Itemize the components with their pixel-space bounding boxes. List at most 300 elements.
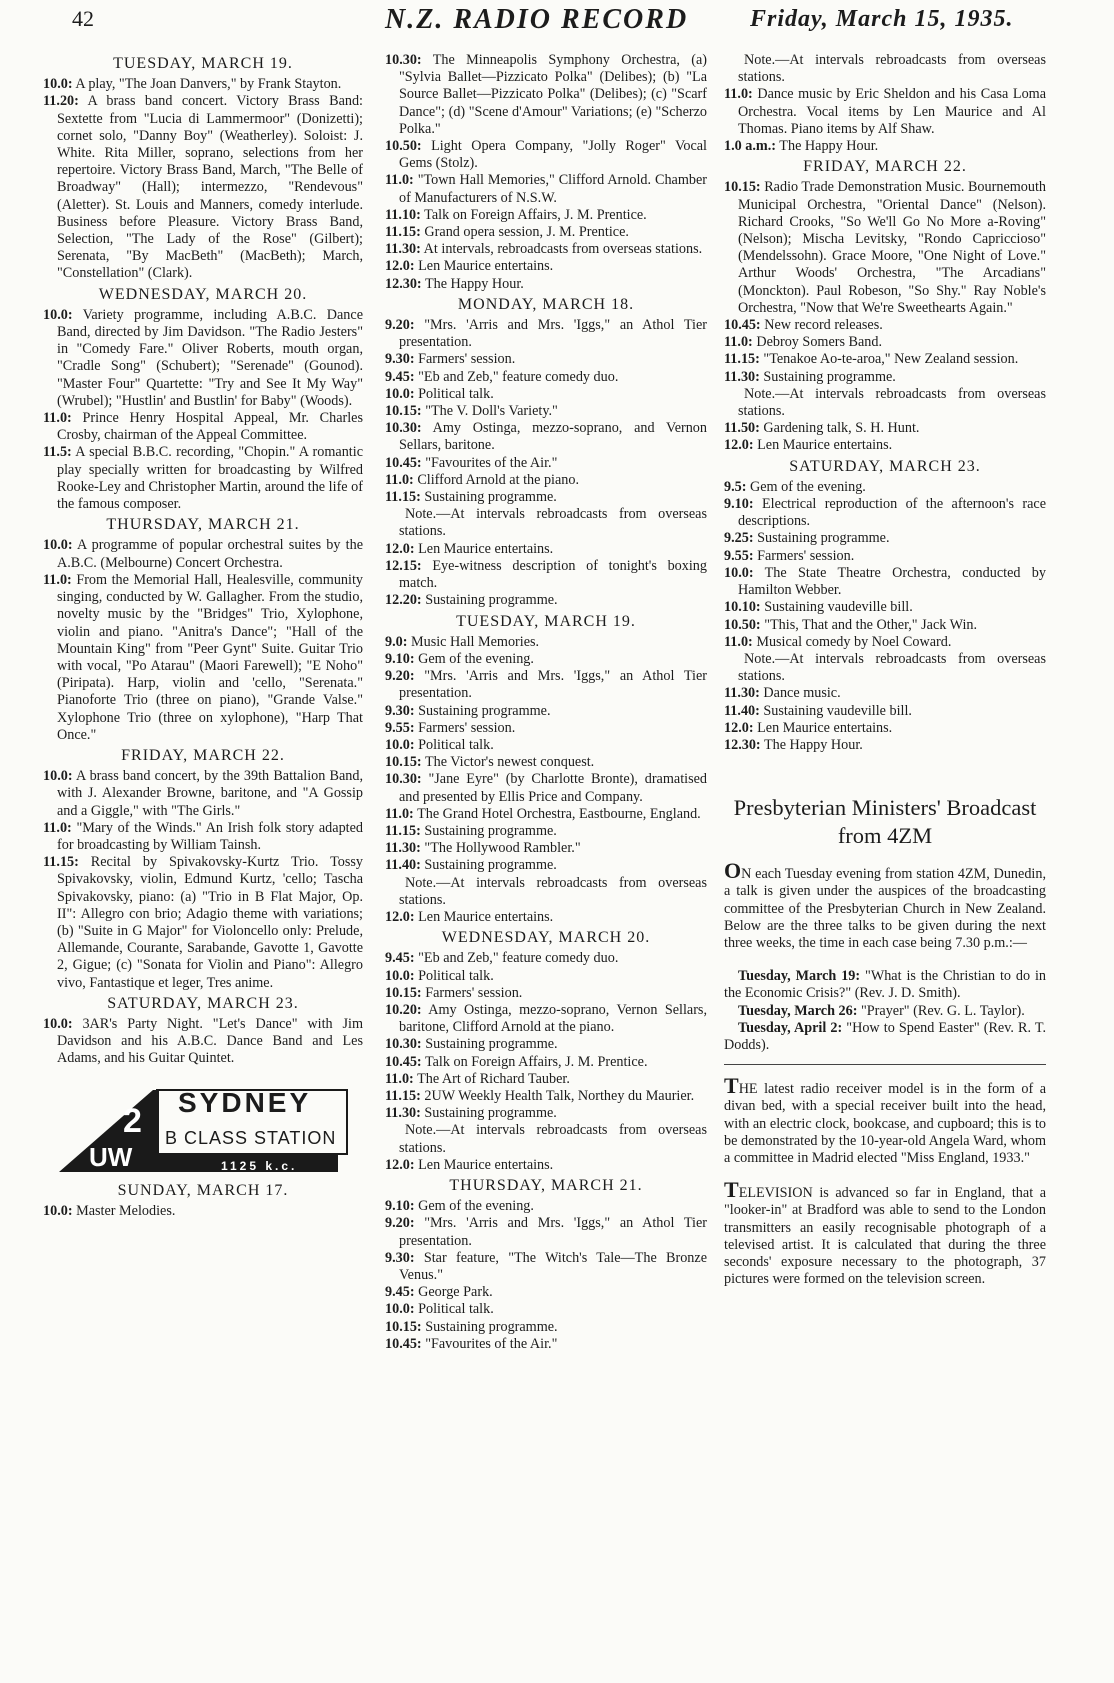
entry-time: 11.15:	[724, 351, 760, 368]
entry-text: A special B.B.C. recording, "Chopin." A romantic play specially written for broadcasting by Wilfred Rooke-Ley and Christopher Martin, around the life of the famous composer.	[57, 444, 363, 513]
program-entry	[43, 572, 363, 744]
article-intro-text: N each Tuesday evening from station 4ZM, Dunedin, a talk is given under the auspices of the broadcasting committee of the Presbyterian Church in New Zealand. Below are the three talks to be given during the next three weeks, the time in each case being 7.30 p.m.:—	[724, 866, 1046, 951]
entry-time: 11.40:	[724, 702, 760, 719]
program-entry	[385, 541, 707, 558]
entry-text: A play, "The Joan Danvers," by Frank Stayton.	[72, 76, 342, 93]
entry-time: 11.30:	[724, 685, 760, 702]
entry-time: 10.10:	[724, 599, 761, 616]
entry-text: "Tenakoe Ao-te-aroa," New Zealand session.	[759, 351, 1019, 368]
entry-text: Len Maurice entertains.	[414, 540, 554, 557]
entry-time: 10.15:	[385, 984, 422, 1001]
day-heading: WEDNESDAY, MARCH 20.	[98, 285, 308, 303]
entry-text: Sustaining programme.	[420, 857, 557, 874]
entry-text: "Eb and Zeb," feature comedy duo.	[414, 368, 619, 385]
logo-number: 2	[123, 1101, 142, 1140]
entry-text: "The Hollywood Rambler."	[420, 840, 581, 857]
entry-time: 10.15:	[385, 1318, 422, 1335]
entry-text: Len Maurice entertains.	[414, 258, 554, 275]
entry-time: 12.0:	[724, 437, 754, 454]
program-entry	[43, 820, 363, 854]
day-heading: MONDAY, MARCH 18.	[457, 295, 635, 313]
program-entry	[724, 86, 1046, 138]
entry-time: 11.15:	[385, 489, 421, 506]
program-entry	[43, 76, 363, 93]
entry-time: 9.45:	[385, 1284, 415, 1301]
talk-date: Tuesday, March 26:	[738, 1002, 858, 1019]
entry-text: Eye-witness description of tonight's boxing match.	[399, 557, 707, 592]
entry-time: 11.50:	[724, 420, 760, 437]
column-1	[43, 52, 363, 1220]
program-entry	[385, 472, 707, 489]
entry-time: 11.15:	[43, 854, 79, 871]
program-entry	[385, 823, 707, 840]
program-entry	[724, 737, 1046, 754]
entry-text: "Favourites of the Air."	[421, 1335, 558, 1352]
logo-frequency: 1125 k.c.	[221, 1158, 298, 1173]
entry-text: Political talk.	[414, 736, 494, 753]
entry-time: 12.20:	[385, 592, 422, 609]
talk-date: Tuesday, March 19:	[738, 968, 861, 985]
entry-text: Sustaining programme.	[421, 1036, 558, 1053]
program-entry	[385, 592, 707, 609]
program-entry	[385, 968, 707, 985]
entry-time: 11.30:	[385, 241, 421, 258]
entry-time: 9.5:	[724, 478, 747, 495]
news-text: ELEVISION is advanced so far in England, that a "looker-in" at Bradford was able to send to the London transmitters an easily recognisable photograph of a televised artist. It is calculated that during the three seconds' exposure necessary to the photograph, 37 pictures were formed on the television screen.	[724, 1185, 1046, 1288]
entry-text: Gem of the evening.	[414, 650, 534, 667]
entry-text: Gardening talk, S. H. Hunt.	[759, 420, 920, 437]
program-entry	[385, 258, 707, 275]
program-entry	[385, 985, 707, 1002]
entry-text: The Minneapolis Symphony Orchestra, (a) "Sylvia Ballet—Pizzicato Polka" (Delibes); (b) "La Source Ballet—Pizzicato Polka" (Delibes); (c) "Scarf Dance"; (d) "Scene d'Amour" Variations; (e) "Scherzo Polka."	[399, 52, 707, 137]
entry-text: New record releases.	[760, 317, 883, 334]
entry-time: 11.20:	[43, 93, 79, 110]
program-entry	[43, 1203, 363, 1220]
news-item	[724, 1177, 1046, 1288]
column-3-lead-entries	[724, 52, 1046, 155]
entry-text: A programme of popular orchestral suites by the A.B.C. (Melbourne) Concert Orchestra.	[57, 537, 363, 571]
entry-text: "Mrs. 'Arris and Mrs. 'Iggs," an Athol Tier presentation.	[399, 317, 707, 351]
program-entry	[43, 307, 363, 410]
entry-time: 9.10:	[724, 496, 754, 513]
entry-time: 9.55:	[724, 547, 754, 564]
talk-date: Tuesday, April 2:	[738, 1019, 843, 1036]
entry-text: "Eb and Zeb," feature comedy duo.	[414, 950, 619, 967]
day-heading: FRIDAY, MARCH 22.	[121, 746, 285, 764]
program-entry	[385, 369, 707, 386]
entry-text: "Mary of the Winds." An Irish folk story adapted for broadcasting by William Tainsh.	[57, 819, 363, 853]
day-heading: FRIDAY, MARCH 22.	[803, 158, 967, 176]
entry-text: Master Melodies.	[72, 1202, 176, 1219]
talk-text: "How to Spend Easter" (Rev. R. T. Dodds).	[724, 1019, 1046, 1053]
program-note: Note.—At intervals rebroadcasts from overseas stations.	[738, 385, 1046, 420]
entry-time: 10.0:	[385, 1301, 415, 1318]
program-entry	[385, 52, 707, 138]
entry-time: 10.45:	[385, 1053, 422, 1070]
program-entry	[385, 1088, 707, 1105]
entry-text: Political talk.	[414, 1301, 494, 1318]
program-entry	[724, 179, 1046, 317]
entry-time: 12.0:	[385, 1156, 415, 1173]
program-entry	[385, 771, 707, 805]
logo-city: SYDNEY	[178, 1086, 312, 1118]
issue-date: Friday, March 15, 1935.	[750, 6, 1014, 32]
entry-text: Talk on Foreign Affairs, J. M. Prentice.	[420, 206, 647, 223]
entry-time: 10.50:	[724, 616, 761, 633]
program-entry	[724, 530, 1046, 547]
entry-time: 10.0:	[43, 1015, 73, 1032]
entry-time: 9.30:	[385, 702, 415, 719]
talk-item	[724, 1003, 1046, 1020]
program-entry	[724, 720, 1046, 737]
program-entry	[724, 599, 1046, 616]
entry-text: Musical comedy by Noel Coward.	[752, 633, 952, 650]
program-entry	[385, 224, 707, 241]
program-entry	[385, 1319, 707, 1336]
entry-time: 10.0:	[385, 385, 415, 402]
program-entry	[385, 1301, 707, 1318]
entry-text: Dance music by Eric Sheldon and his Casa Loma Orchestra. Vocal items by Len Maurice and Al Thomas. Piano items by Alf Shaw.	[738, 86, 1046, 137]
program-entry	[385, 489, 707, 506]
entry-time: 10.0:	[43, 306, 73, 323]
entry-text: "Jane Eyre" (by Charlotte Bronte), dramatised and presented by Ellis Price and Company.	[399, 771, 707, 805]
page-header	[0, 0, 1114, 44]
entry-time: 10.0:	[724, 564, 754, 581]
entry-text: The Happy Hour.	[760, 736, 863, 753]
entry-text: Farmers' session.	[414, 351, 516, 368]
station-logo-2uw	[53, 1086, 353, 1176]
column-1-sections	[43, 55, 363, 1068]
program-entry	[43, 854, 363, 992]
program-entry	[385, 737, 707, 754]
program-entry	[724, 317, 1046, 334]
program-entry	[385, 668, 707, 702]
entry-text: Sustaining vaudeville bill.	[760, 599, 913, 616]
program-entry	[43, 537, 363, 571]
program-note: Note.—At intervals rebroadcasts from overseas stations.	[399, 1122, 707, 1156]
entry-text: "Favourites of the Air."	[421, 454, 558, 471]
entry-time: 10.45:	[385, 1335, 422, 1352]
entry-time: 10.20:	[385, 1001, 422, 1018]
program-note: Note.—At intervals rebroadcasts from overseas stations.	[399, 506, 707, 540]
entry-text: Sustaining programme.	[420, 822, 557, 839]
program-entry	[724, 617, 1046, 634]
entry-time: 11.0:	[724, 86, 753, 103]
entry-time: 11.0:	[385, 805, 414, 822]
entry-text: "Town Hall Memories," Clifford Arnold. Chamber of Manufacturers of N.S.W.	[399, 172, 707, 206]
entry-time: 10.45:	[724, 317, 761, 334]
entry-time: 10.45:	[385, 454, 422, 471]
entry-text: "This, That and the Other," Jack Win.	[760, 616, 978, 633]
program-entry	[724, 565, 1046, 599]
entry-time: 10.30:	[385, 1036, 422, 1053]
program-entry	[385, 720, 707, 737]
program-entry	[385, 1002, 707, 1036]
program-entry	[385, 703, 707, 720]
program-entry	[724, 634, 1046, 651]
entry-time: 11.15:	[385, 224, 421, 241]
entry-text: Clifford Arnold at the piano.	[413, 471, 580, 488]
talk-text: "What is the Christian to do in the Economic Crisis?" (Rev. J. D. Smith).	[724, 968, 1046, 1002]
entry-time: 11.40:	[385, 857, 421, 874]
entry-text: Political talk.	[414, 385, 494, 402]
entry-time: 11.0:	[385, 471, 414, 488]
news-item	[724, 1073, 1046, 1167]
program-entry	[385, 1157, 707, 1174]
program-entry	[385, 558, 707, 592]
entry-text: Music Hall Memories.	[407, 633, 540, 650]
program-note: Note.—At intervals rebroadcasts from overseas stations.	[399, 874, 707, 908]
program-entry	[385, 276, 707, 293]
entry-text: From the Memorial Hall, Healesville, community singing, conducted by W. Gallagher. From the studio, novelty music by the "Bridges" Trio, Xylophone, violin and piano. "Anitra's Dance"; "Hall of the Mountain King" from "Peer Gynt" Suite. Guitar Trio with vocal, "Po Atarau" (Maori Farewell); "E Noho" (Piripata). Harp, violin and 'cello, "Serenata." Pianoforte Trio (three on piano), "Grande Valse." Xylophone Trio (three on xylophone), "Harp That Once."	[57, 571, 363, 743]
program-entry	[385, 138, 707, 172]
entry-time: 10.50:	[385, 138, 422, 155]
program-entry	[385, 403, 707, 420]
day-heading: TUESDAY, MARCH 19.	[456, 612, 636, 630]
entry-time: 11.0:	[385, 1070, 414, 1087]
day-heading: THURSDAY, MARCH 21.	[106, 516, 300, 534]
program-entry	[385, 386, 707, 403]
program-entry	[724, 369, 1046, 386]
talk-text: "Prayer" (Rev. G. L. Taylor).	[857, 1002, 1025, 1019]
entry-time: 11.5:	[43, 444, 72, 461]
program-entry	[724, 420, 1046, 437]
entry-text: Farmers' session.	[421, 984, 523, 1001]
drop-cap: T	[724, 1073, 739, 1099]
drop-cap: T	[724, 1177, 739, 1203]
program-note: Note.—At intervals rebroadcasts from overseas stations.	[738, 52, 1046, 86]
entry-text: Light Opera Company, "Jolly Roger" Vocal Gems (Stolz).	[399, 138, 707, 172]
entry-time: 1.0 a.m.:	[724, 138, 777, 155]
entry-text: Sustaining programme.	[759, 368, 896, 385]
divider	[724, 1064, 1046, 1065]
program-entry	[385, 1215, 707, 1249]
program-entry	[43, 93, 363, 282]
program-entry	[385, 1036, 707, 1053]
program-entry	[385, 1071, 707, 1088]
entry-text: Sustaining vaudeville bill.	[759, 702, 912, 719]
entry-time: 9.45:	[385, 950, 415, 967]
program-entry	[724, 437, 1046, 454]
entry-text: Electrical reproduction of the afternoon's race descriptions.	[738, 496, 1046, 530]
entry-text: Gem of the evening.	[414, 1198, 534, 1215]
entry-text: The Victor's newest conquest.	[421, 754, 595, 771]
program-entry	[385, 317, 707, 351]
day-heading: TUESDAY, MARCH 19.	[113, 55, 293, 72]
entry-time: 12.30:	[724, 736, 761, 753]
entry-time: 12.0:	[724, 719, 754, 736]
entry-time: 9.45:	[385, 368, 415, 385]
entry-time: 10.0:	[385, 736, 415, 753]
entry-text: The State Theatre Orchestra, conducted by Hamilton Webber.	[738, 564, 1046, 599]
entry-time: 9.0:	[385, 633, 408, 650]
program-entry	[385, 634, 707, 651]
program-entry	[724, 479, 1046, 496]
column-2-sections	[385, 296, 707, 1353]
entry-text: Talk on Foreign Affairs, J. M. Prentice.	[421, 1053, 648, 1070]
entry-text: Star feature, "The Witch's Tale—The Bronze Venus."	[399, 1249, 707, 1284]
program-entry	[724, 703, 1046, 720]
program-entry	[385, 651, 707, 668]
entry-time: 9.10:	[385, 650, 415, 667]
entry-text: George Park.	[414, 1284, 493, 1301]
program-entry	[385, 1054, 707, 1071]
talk-item	[724, 968, 1046, 1002]
entry-text: Sustaining programme.	[421, 592, 558, 609]
entry-time: 10.15:	[385, 754, 422, 771]
program-entry	[385, 1105, 707, 1122]
entry-time: 12.0:	[385, 258, 415, 275]
entry-time: 11.0:	[43, 410, 72, 427]
entry-time: 11.0:	[385, 172, 414, 189]
program-entry	[385, 351, 707, 368]
entry-time: 9.25:	[724, 530, 754, 547]
program-entry	[724, 334, 1046, 351]
entry-text: The Art of Richard Tauber.	[413, 1070, 570, 1087]
entry-text: The Grand Hotel Orchestra, Eastbourne, England.	[413, 805, 701, 822]
entry-time: 10.0:	[385, 967, 415, 984]
entry-time: 10.15:	[385, 403, 422, 420]
entry-time: 11.15:	[385, 1087, 421, 1104]
entry-time: 10.30:	[385, 771, 422, 788]
entry-text: Political talk.	[414, 967, 494, 984]
entry-time: 10.15:	[724, 179, 761, 196]
program-entry	[385, 1336, 707, 1353]
entry-text: "The V. Doll's Variety."	[421, 403, 558, 420]
column-2	[385, 52, 707, 1353]
entry-text: Amy Ostinga, mezzo-soprano, and Vernon Sellars, baritone.	[399, 420, 707, 454]
program-entry	[385, 806, 707, 823]
entry-text: Len Maurice entertains.	[414, 908, 554, 925]
day-heading: SATURDAY, MARCH 23.	[107, 994, 299, 1012]
program-entry	[724, 138, 1046, 155]
entry-text: Grand opera session, J. M. Prentice.	[420, 224, 629, 241]
entry-text: Sustaining programme.	[753, 530, 890, 547]
column-2-lead-entries	[385, 52, 707, 293]
entry-time: 11.0:	[724, 334, 753, 351]
column-3-sections	[724, 158, 1046, 754]
entry-time: 9.20:	[385, 317, 415, 334]
entry-time: 11.30:	[385, 1105, 421, 1122]
program-entry	[385, 909, 707, 926]
entry-text: Len Maurice entertains.	[414, 1156, 554, 1173]
article-title: Presbyterian Ministers' Broadcast from 4ZM	[733, 795, 1037, 849]
entry-time: 9.55:	[385, 719, 415, 736]
program-entry	[385, 857, 707, 874]
program-entry	[43, 410, 363, 444]
entry-text: The Happy Hour.	[776, 138, 879, 155]
talk-list	[724, 968, 1046, 1054]
entry-time: 10.0:	[43, 1202, 73, 1219]
entry-time: 9.30:	[385, 1249, 415, 1266]
entry-time: 11.0:	[724, 633, 753, 650]
program-entry	[385, 172, 707, 206]
program-entry	[385, 840, 707, 857]
entry-time: 12.0:	[385, 540, 415, 557]
drop-cap: O	[724, 858, 742, 884]
talk-item	[724, 1020, 1046, 1054]
program-entry	[385, 420, 707, 454]
entry-text: Farmers' session.	[753, 547, 855, 564]
entry-text: "Mrs. 'Arris and Mrs. 'Iggs," an Athol Tier presentation.	[399, 1215, 707, 1249]
entry-text: Farmers' session.	[414, 719, 516, 736]
column-3	[724, 52, 1046, 1304]
entry-time: 12.30:	[385, 275, 422, 292]
day-heading: THURSDAY, MARCH 21.	[449, 1177, 643, 1194]
logo-class-label: B CLASS STATION	[165, 1127, 337, 1148]
program-entry	[724, 548, 1046, 565]
news-items	[724, 1073, 1046, 1288]
entry-time: 10.0:	[43, 76, 73, 93]
entry-text: Variety programme, including A.B.C. Dance Band, directed by Jim Davidson. "The Radio Jesters" in "Comedy Fare." Oliver Roberts, mouth organ, "Cradle Song" (Schubert); "Serenade" (Gounod). "Master Four" Quartette: "Try and See It My Way" (Wrubel); "Hustlin' and Bustlin' for Baby" (Woods).	[57, 306, 363, 409]
entry-text: 3AR's Party Night. "Let's Dance" with Jim Davidson and his A.B.C. Dance Band and Les Adams, and his Guitar Quintet.	[57, 1015, 363, 1067]
program-entry	[385, 207, 707, 224]
program-entry	[385, 455, 707, 472]
entry-text: The Happy Hour.	[421, 275, 524, 292]
program-entry	[724, 685, 1046, 702]
logo-letters: UW	[89, 1141, 133, 1172]
day-heading: WEDNESDAY, MARCH 20.	[441, 929, 651, 947]
entry-text: Dance music.	[759, 685, 841, 702]
entry-time: 11.30:	[724, 368, 760, 385]
entry-text: At intervals, rebroadcasts from overseas stations.	[420, 241, 703, 258]
entry-time: 11.10:	[385, 206, 421, 223]
entry-time: 11.0:	[43, 571, 72, 588]
entry-time: 9.30:	[385, 351, 415, 368]
publication-title: N.Z. RADIO RECORD	[385, 4, 689, 35]
entry-text: A brass band concert. Victory Brass Band: Sextette from "Lucia di Lammermoor" (Donizetti); cornet solo, "Danny Boy" (Weatherley). Soloist: J. White. Rita Miller, soprano, selections from her repertoire. Victory Brass Band, March, "The Belle of Broadway" (Hall); intermezzo, "Rendevous" (Aletter). St. Louis and Manners, comedy interlude. Business before Pleasure. Victory Brass Band, Selection, "The Lady of the Rose" (Gilbert); Serenata, "By MacBeth" (MacBeth); March, "Constellation" (Clark).	[57, 93, 363, 282]
program-entry	[385, 1284, 707, 1301]
entry-time: 9.20:	[385, 668, 415, 685]
program-entry	[385, 754, 707, 771]
entry-text: Sustaining programme.	[420, 1105, 557, 1122]
entry-time: 9.10:	[385, 1198, 415, 1215]
news-text: HE latest radio receiver model is in the form of a divan bed, with a special receiver built into the head, with an electric clock, bookcase, and cupboard; this is to be demonstrated by the 10-year-old Angela Ward, whom a committee in Madrid elected "Miss England, 1933."	[724, 1081, 1046, 1166]
entry-time: 11.0:	[43, 819, 72, 836]
program-entry	[43, 1016, 363, 1068]
program-note: Note.—At intervals rebroadcasts from overseas stations.	[738, 650, 1046, 685]
program-entry	[385, 1198, 707, 1215]
entry-text: Amy Ostinga, mezzo-soprano, Vernon Sellars, baritone, Clifford Arnold at the piano.	[399, 1001, 707, 1036]
entry-text: Sustaining programme.	[420, 489, 557, 506]
article-intro	[724, 858, 1046, 952]
entry-text: Recital by Spivakovsky-Kurtz Trio. Tossy Spivakovsky, violin, Edmund Kurtz, 'cello; Tascha Spivakovsky, piano: (a) "Trio in B Flat Major, Op. II": Allegro con brio; Adagio theme with variations; (b) "Suite in G Major" for Violoncello only: Prelude, Allemande, Courante, Sarabande, Gavotte 1, Gavotte 2, Gigue; (c) "Sonata for Violin and Piano": Allegro vivo, Fantastique et leger, Tres anime.	[57, 854, 363, 991]
program-entry	[385, 241, 707, 258]
day-heading: SUNDAY, MARCH 17.	[117, 1181, 289, 1199]
program-entry	[43, 444, 363, 513]
entry-text: A brass band concert, by the 39th Battalion Band, with J. Alexander Browne, baritone, and "A Gossip and a Giggle," with "The Girls."	[57, 768, 363, 819]
program-entry	[43, 768, 363, 820]
entry-time: 11.15:	[385, 822, 421, 839]
program-entry	[724, 351, 1046, 368]
entry-time: 10.30:	[385, 420, 422, 437]
entry-text: Len Maurice entertains.	[753, 437, 893, 454]
entry-text: 2UW Weekly Health Talk, Northey du Maurier.	[420, 1087, 695, 1104]
entry-time: 12.0:	[385, 908, 415, 925]
entry-text: Prince Henry Hospital Appeal, Mr. Charles Crosby, chairman of the Appeal Committee.	[57, 410, 363, 444]
entry-text: Sustaining programme.	[421, 1318, 558, 1335]
program-entry	[385, 1250, 707, 1284]
entry-time: 10.0:	[43, 768, 73, 785]
program-entry	[724, 496, 1046, 530]
day-heading: SATURDAY, MARCH 23.	[789, 457, 981, 475]
page-number: 42	[72, 6, 94, 31]
entry-time: 9.20:	[385, 1215, 415, 1232]
entry-time: 12.15:	[385, 557, 422, 574]
entry-text: Sustaining programme.	[414, 702, 551, 719]
entry-text: "Mrs. 'Arris and Mrs. 'Iggs," an Athol Tier presentation.	[399, 668, 707, 702]
entry-text: Debroy Somers Band.	[752, 334, 883, 351]
